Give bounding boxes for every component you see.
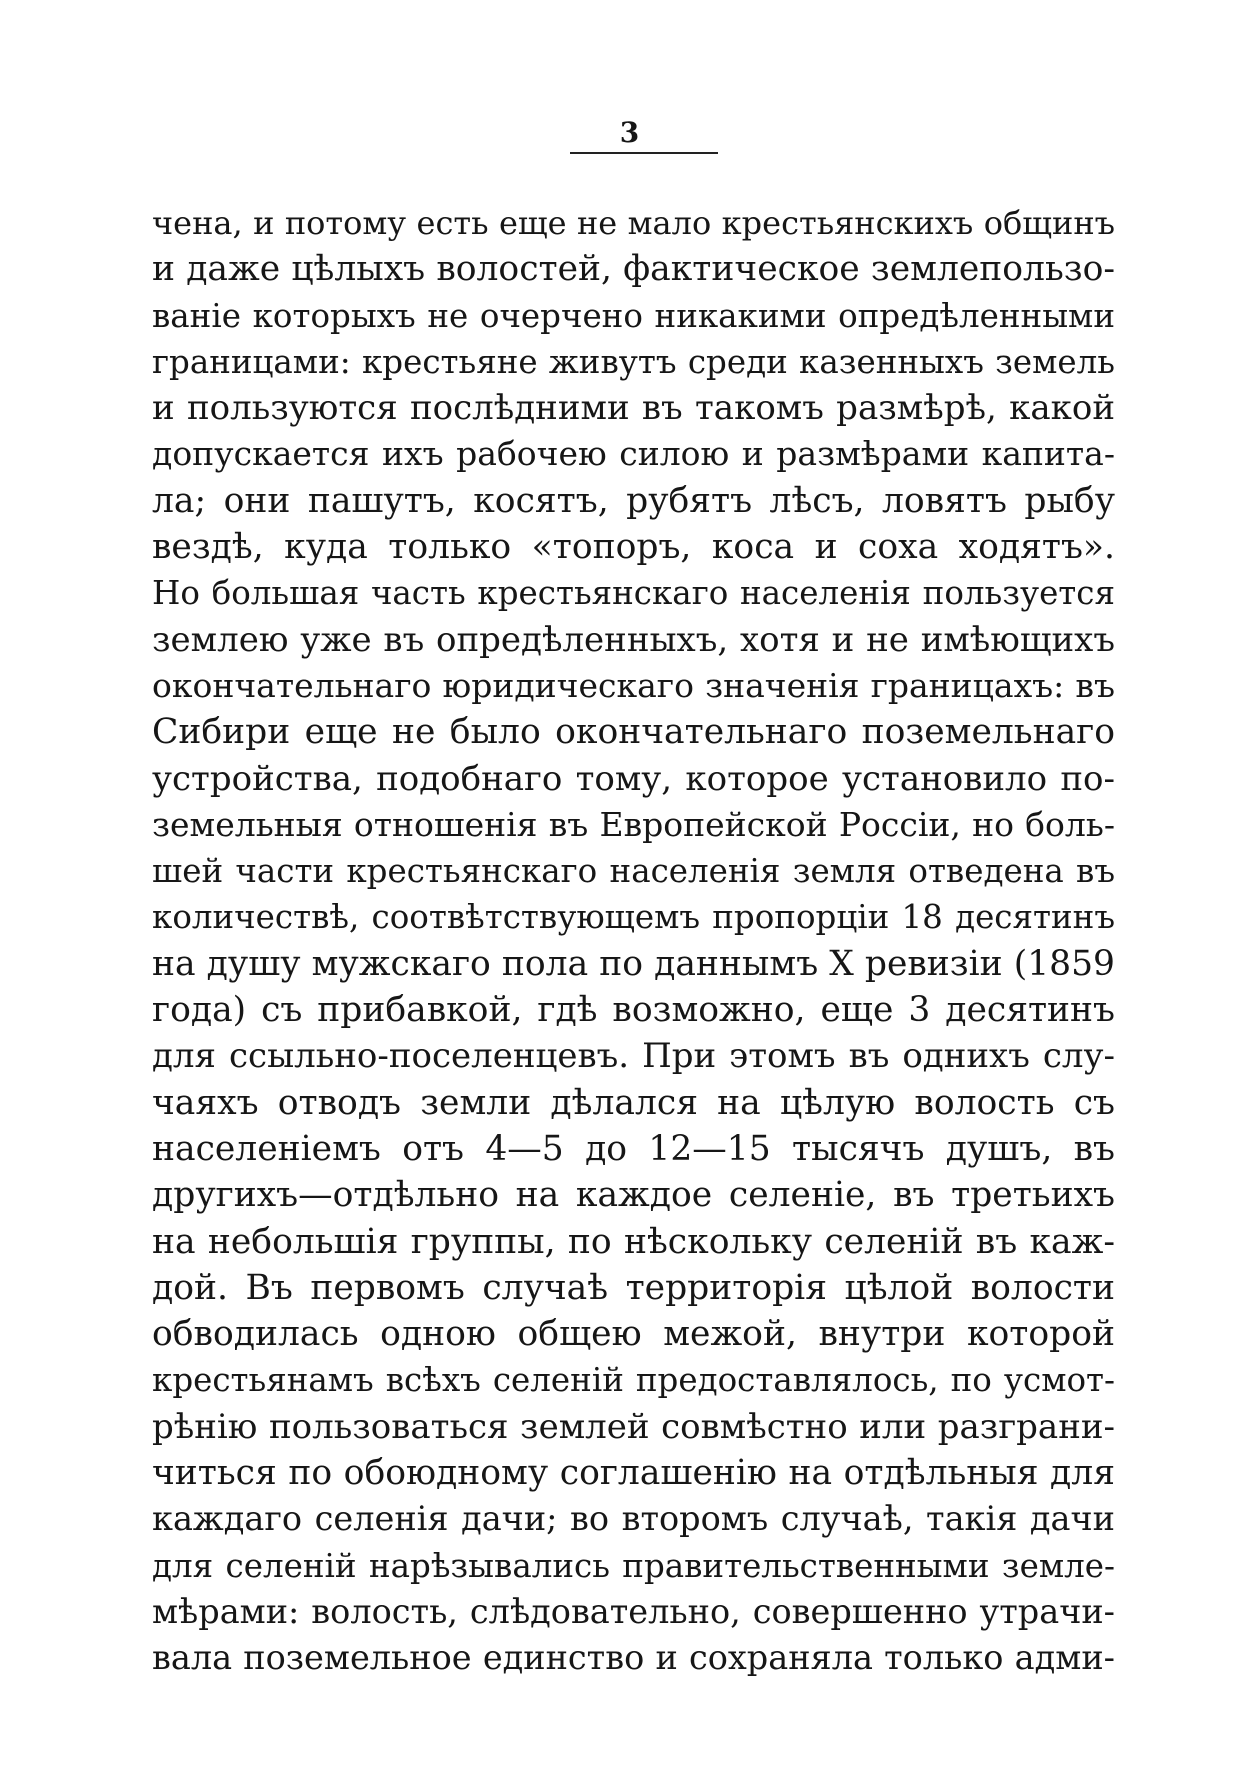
- page-number-rule: [570, 152, 718, 154]
- text-line: для селеній нарѣзывались правительственными земле-: [152, 1546, 1115, 1585]
- text-line: устройства, подобнаго тому, которое установило по-: [152, 758, 1115, 799]
- text-line: количествѣ, соотвѣтствующемъ пропорціи 18 десятинъ: [152, 898, 1115, 937]
- text-line: Сибири еще не было окончательнаго поземельнаго: [152, 712, 1115, 753]
- text-line: чаяхъ отводъ земли дѣлался на цѣлую волость съ: [152, 1082, 1115, 1123]
- text-line: каждаго селенія дачи; во второмъ случаѣ, такія дачи: [152, 1499, 1115, 1539]
- body-text: [152, 200, 1115, 1682]
- text-line: населеніемъ отъ 4—5 до 12—15 тысячъ душъ, въ: [152, 1128, 1115, 1169]
- text-line: окончательнаго юридическаго значенія границахъ: въ: [152, 665, 1115, 705]
- text-line: ваніе которыхъ не очерчено никакими опредѣленными: [152, 296, 1115, 335]
- text-line: вала поземельное единство и сохраняла только адми-: [152, 1638, 1115, 1678]
- text-line: обводилась одною общею межой, внутри которой: [152, 1314, 1115, 1355]
- text-line: границами: крестьяне живутъ среди казенныхъ земель: [152, 342, 1115, 381]
- text-line: мѣрами: волость, слѣдовательно, совершенно утрачи-: [152, 1591, 1115, 1631]
- text-line: шей части крестьянскаго населенія земля отведена въ: [152, 852, 1115, 891]
- text-line: для ссыльно-поселенцевъ. При этомъ въ однихъ слу-: [152, 1036, 1115, 1077]
- text-line: земельныя отношенія въ Европейской Россіи, но боль-: [152, 804, 1115, 844]
- text-line: на небольшія группы, по нѣскольку селеній въ каж-: [152, 1221, 1115, 1262]
- text-line: крестьянамъ всѣхъ селеній предоставлялось, по усмот-: [152, 1361, 1115, 1400]
- text-line: другихъ—отдѣльно на каждое селеніе, въ третьихъ: [152, 1175, 1115, 1216]
- text-line: вездѣ, куда только «топоръ, коса и соха ходятъ».: [152, 527, 1115, 568]
- text-line: рѣнію пользоваться землей совмѣстно или разграни-: [152, 1406, 1115, 1447]
- text-line: Но большая часть крестьянскаго населенія пользуется: [152, 574, 1115, 613]
- page-number: 3: [619, 116, 640, 149]
- text-line: года) съ прибавкой, гдѣ возможно, еще 3 десятинъ: [152, 990, 1115, 1031]
- text-line: чена, и потому есть еще не мало крестьянскихъ общинъ: [152, 204, 1115, 242]
- text-line: дой. Въ первомъ случаѣ территорія цѣлой волости: [152, 1267, 1115, 1308]
- text-line: ла; они пашутъ, косятъ, рубятъ лѣсъ, ловятъ рыбу: [152, 480, 1115, 521]
- text-line: землею уже въ опредѣленныхъ, хотя и не имѣющихъ: [152, 619, 1115, 660]
- text-line: читься по обоюдному соглашенію на отдѣльныя для: [152, 1453, 1115, 1494]
- text-line: и даже цѣлыхъ волостей, фактическое землепользо-: [152, 249, 1115, 290]
- text-line: на душу мужскаго пола по даннымъ X ревизіи (1859: [152, 943, 1115, 984]
- text-line: допускается ихъ рабочею силою и размѣрами капита-: [152, 434, 1115, 474]
- text-line: и пользуются послѣдними въ такомъ размѣрѣ, какой: [152, 388, 1115, 429]
